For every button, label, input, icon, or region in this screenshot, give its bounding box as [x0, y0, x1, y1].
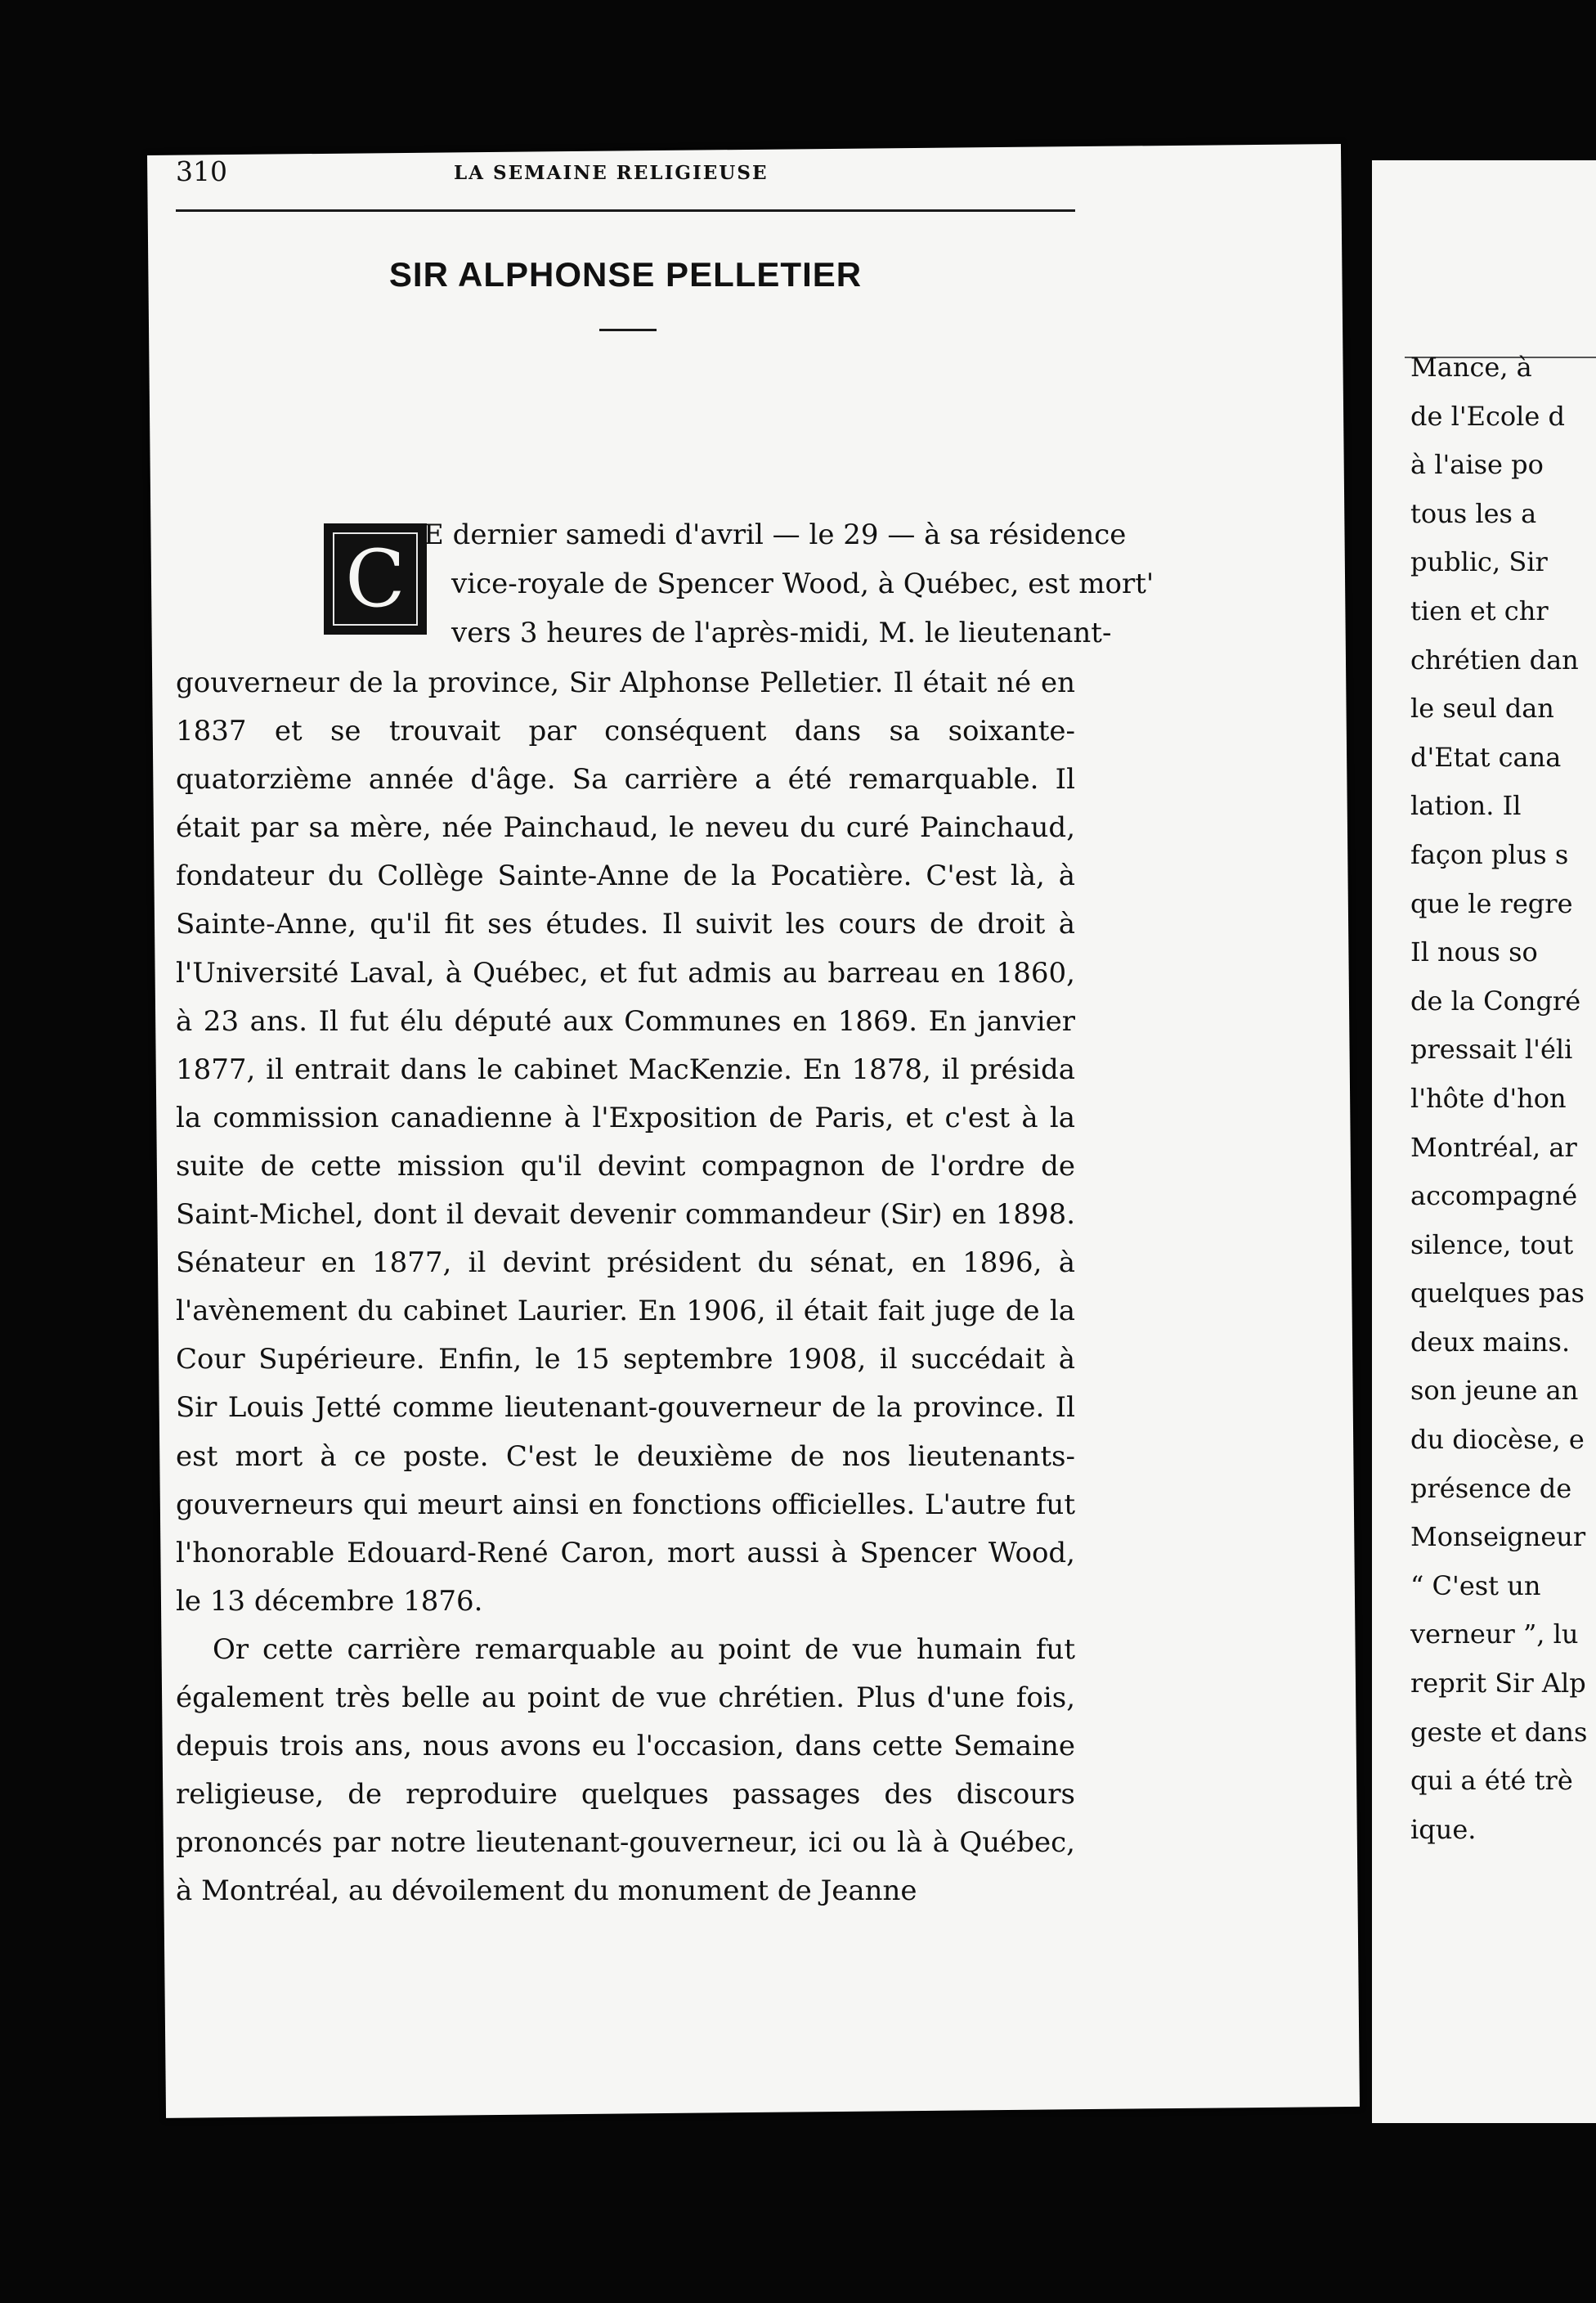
facing-page-line: de l'Ecole d: [1410, 400, 1565, 432]
facing-page-line: tien et chr: [1410, 595, 1549, 626]
facing-page-line: lation. Il: [1410, 790, 1522, 822]
facing-page-line: l'hôte d'hon: [1410, 1082, 1567, 1114]
facing-page-line: que le regre: [1410, 887, 1573, 919]
journal-title: LA SEMAINE RELIGIEUSE: [454, 162, 769, 184]
article-line: E dernier samedi d'avril — le 29 — à sa résidence: [424, 519, 1127, 551]
article-body: [176, 659, 1075, 1915]
facing-page-line: “ C'est un: [1410, 1569, 1541, 1601]
facing-page-line: le seul dan: [1410, 693, 1554, 725]
facing-page-line: d'Etat cana: [1410, 741, 1562, 773]
facing-page-line: ique.: [1410, 1813, 1477, 1845]
facing-page-line: quelques pas: [1410, 1277, 1585, 1309]
drop-cap-ornament: [324, 523, 427, 635]
running-head: [176, 155, 1075, 188]
article-title: SIR ALPHONSE PELLETIER: [388, 255, 863, 294]
facing-page-line: pressait l'éli: [1410, 1034, 1573, 1066]
page-number: 310: [176, 155, 227, 187]
facing-page-line: Monseigneur: [1410, 1521, 1586, 1553]
article-paragraph: Or cette carrière remarquable au point de vue humain fut également très belle au point de vue chrétien. Plus d'une fois, depuis trois ans, nous avons eu l'occasion, dans cette Semaine religieuse, de reproduire quelques passages des discours prononcés par notre lieutenant-gouverneur, ici ou là à Québec, à Montréal, au dévoilement du monument de Jeanne: [176, 1632, 1075, 1908]
facing-page-line: geste et dans: [1410, 1716, 1588, 1748]
facing-page-line: Montréal, ar: [1410, 1131, 1577, 1163]
facing-page-text: [1410, 343, 1596, 1854]
facing-page-line: façon plus s: [1410, 838, 1569, 870]
facing-page-line: tous les a: [1410, 497, 1537, 529]
facing-page-line: silence, tout: [1410, 1228, 1574, 1260]
facing-page-line: verneur ”, lu: [1410, 1618, 1579, 1650]
facing-page-line: reprit Sir Alp: [1410, 1668, 1586, 1699]
facing-page-line: présence de: [1410, 1472, 1572, 1504]
facing-page-line: Il nous so: [1410, 936, 1538, 968]
drop-cap-letter: C: [345, 533, 406, 625]
facing-page-line: qui a été trè: [1410, 1765, 1573, 1797]
article-paragraph: gouverneur de la province, Sir Alphonse Pelletier. Il était né en 1837 et se trouvait par conséquent dans sa soixante-quatorzième année d'âge. Sa carrière a été remarquable. Il était par sa mère, née Painchaud, le neveu du curé Painchaud, fondateur du Collège Sainte-Anne de la Pocatière. C'est là, à Sainte-Anne, qu'il fit ses études. Il suivit les cours de droit à l'Université Laval, à Québec, et fut admis au barreau en 1860, à 23 ans. Il fut élu député aux Communes en 1869. En janvier 1877, il entrait dans le cabinet MacKenzie. En 1878, il présida la commission canadienne à l'Exposition de Paris, et c'est à la suite de cette mission qu'il devint compagnon de l'ordre de Saint-Michel, dont il devait devenir commandeur (Sir) en 1898. Sénateur en 1877, il devint président du sénat, en 1896, à l'avènement du cabinet Laurier. En 1906, il était fait juge de la Cour Supérieure. Enfin, le 15 septembre 1908, il succédait à Sir Louis Jetté comme lieutenant-gouverneur de la province. Il est mort à ce poste. C'est le deuxième de nos lieutenants-gouverneurs qui meurt ainsi en fonctions officielles. L'autre fut l'honorable Edouard-René Caron, mort aussi à Spencer Wood, le 13 décembre 1876.: [176, 667, 1075, 1618]
facing-page-line: public, Sir: [1410, 546, 1548, 578]
header-rule: [176, 209, 1075, 212]
facing-page-line: de la Congré: [1410, 985, 1581, 1017]
facing-page-line: son jeune an: [1410, 1375, 1579, 1407]
facing-page-line: du diocèse, e: [1410, 1424, 1585, 1456]
facing-page-line: chrétien dan: [1410, 644, 1579, 676]
title-rule: [599, 329, 657, 331]
facing-page-line: Mance, à: [1410, 352, 1532, 383]
facing-page-line: accompagné: [1410, 1180, 1578, 1212]
article-line: vice-royale de Spencer Wood, à Québec, est mort': [451, 568, 1154, 600]
facing-page-line: à l'aise po: [1410, 449, 1544, 481]
facing-page-line: deux mains.: [1410, 1326, 1571, 1358]
article-line: vers 3 heures de l'après-midi, M. le lieutenant-: [451, 617, 1112, 649]
